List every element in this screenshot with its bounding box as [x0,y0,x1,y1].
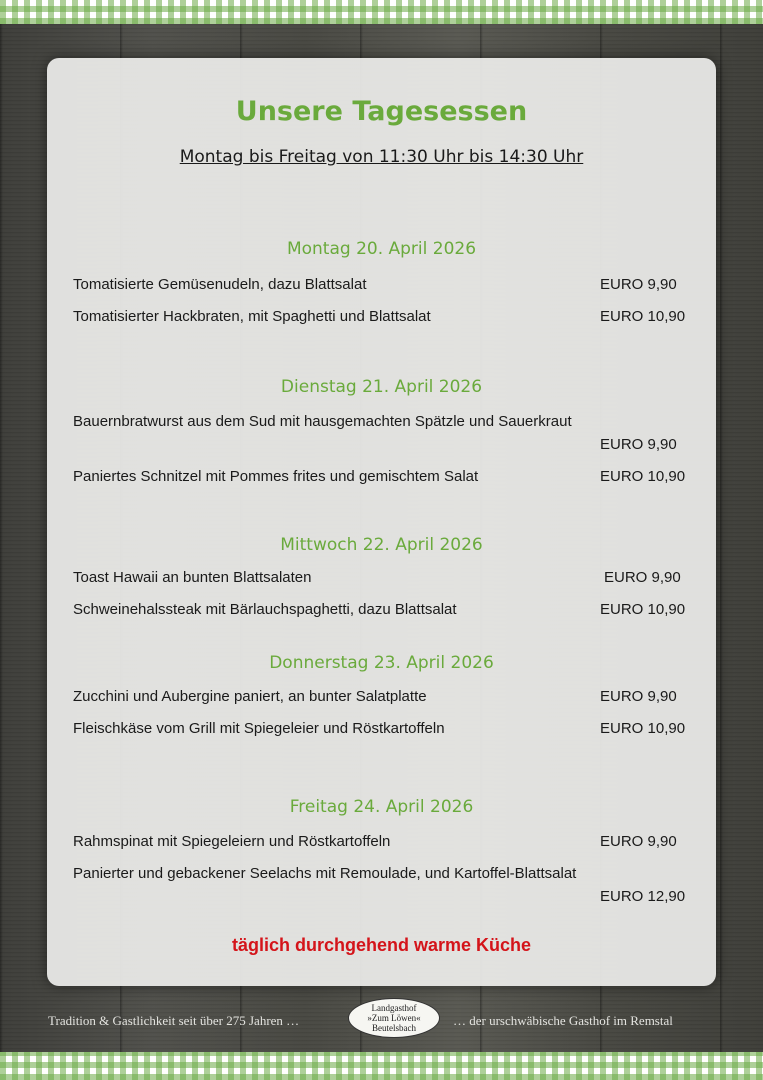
dish-name: Paniertes Schnitzel mit Pommes frites und gemischtem Salat [73,468,479,485]
day-heading-friday: Freitag 24. April 2026 [289,797,474,817]
day-heading-monday: Montag 20. April 2026 [286,239,477,259]
footer-tagline-left: Tradition & Gastlichkeit seit über 275 Jahren … [48,1013,300,1028]
dish-price: EURO 10,90 [600,308,686,325]
menu-title: Unsere Tagesessen [235,96,528,127]
logo-line: »Zum Löwen« [367,1013,421,1023]
dish-price: EURO 10,90 [600,468,686,485]
dish-name: Rahmspinat mit Spiegeleiern und Röstkartoffeln [73,833,391,850]
footer-tagline-right: … der urschwäbische Gasthof im Remstal [453,1013,673,1028]
dish-price: EURO 9,90 [604,569,681,586]
top-gingham-border [0,0,763,24]
dish-price: EURO 10,90 [600,601,686,618]
day-heading-tuesday: Dienstag 21. April 2026 [280,377,483,397]
dish-price: EURO 10,90 [600,720,686,737]
dish-name: Tomatisierte Gemüsenudeln, dazu Blattsalat [73,276,367,293]
dish-name: Tomatisierter Hackbraten, mit Spaghetti und Blattsalat [73,308,431,325]
logo-line: Beutelsbach [372,1023,416,1033]
dish-name: Panierter und gebackener Seelachs mit Remoulade, und Kartoffel-Blattsalat [73,865,577,882]
dish-name: Bauernbratwurst aus dem Sud mit hausgemachten Spätzle und Sauerkraut [73,413,572,430]
bottom-gingham-border [0,1052,763,1080]
dish-name: Toast Hawaii an bunten Blattsalaten [73,569,312,586]
dish-price: EURO 9,90 [600,436,677,453]
dish-price: EURO 9,90 [600,276,677,293]
gasthof-logo [348,998,440,1038]
day-heading-wednesday: Mittwoch 22. April 2026 [280,535,483,555]
dish-name: Zucchini und Aubergine paniert, an bunter Salatplatte [73,688,427,705]
day-heading-thursday: Donnerstag 23. April 2026 [269,653,494,673]
dish-price: EURO 12,90 [600,888,686,905]
logo-line: Landgasthof [371,1003,417,1013]
warm-kitchen-note: täglich durchgehend warme Küche [231,935,532,955]
opening-hours: Montag bis Freitag von 11:30 Uhr bis 14:30 Uhr [179,147,584,167]
dish-name: Schweinehalssteak mit Bärlauchspaghetti, dazu Blattsalat [73,601,457,618]
dish-price: EURO 9,90 [600,833,677,850]
dish-name: Fleischkäse vom Grill mit Spiegeleier und Röstkartoffeln [73,720,445,737]
dish-price: EURO 9,90 [600,688,677,705]
